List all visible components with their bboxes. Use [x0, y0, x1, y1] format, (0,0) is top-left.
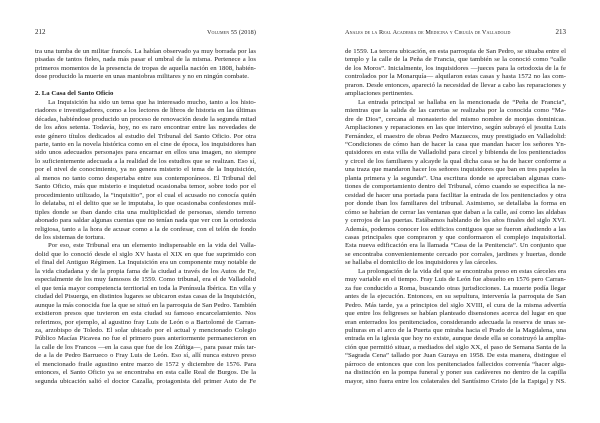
text-line: Además, podemos conocer los edificios contiguos que se fueron añadiendo a las	[345, 225, 566, 233]
text-line: sido unos adecuados personajes para encarnar en ellos una imagen, no siempre	[35, 149, 256, 157]
page-number: 213	[555, 28, 566, 36]
text-line: praron. Desde entonces, apareció la necesidad de llevar a cabo las reparaciones y	[345, 81, 566, 89]
text-line: segunda ubicación salió el doctor Cazalla, protagonista del primer Auto de Fe	[35, 377, 256, 385]
text-line: el mencionado fraile agustino entre marzo de 1572 y diciembre de 1576. Para	[35, 360, 256, 368]
text-line: se hallaba el domicilio de los inquisidores y las cárceles.	[345, 259, 498, 267]
text-line: lo suficientemente adecuada a la realidad de los estudios que se realizan. Eso sí,	[35, 157, 256, 165]
text-line: “Condiciones de cómo han de hacer la casa que mandan hacer los señores Yn-	[345, 140, 566, 148]
text-line: el final del Antiguo Régimen. La Inquisición era un componente muy notable de	[35, 259, 256, 267]
text-line: Fernández, el maestro de obras Pedro Mazuecos, muy prestigiado en Valladolid:	[345, 132, 566, 140]
text-line: Público Macías Picavea no fue el primero pues anteriormente permanecieron en	[35, 335, 256, 343]
right-page-header	[345, 28, 566, 37]
text-line: de a la de Pedro Barrueco o Fray Luis de León. Eso sí, allí nunca estuvo preso	[35, 352, 256, 360]
text-line: mayor, sino fuera entre los colaterales del Santísimo Cristo [de la Espiga] y NS.	[345, 377, 566, 385]
text-line: ampliaciones pertinentes.	[345, 90, 414, 98]
running-head: Anales de la Real Academia de Medicina y Cirugía de Valladolid	[345, 29, 511, 36]
text-line: por el nivel de conocimiento, ya no genera misterio el tema de la Inquisición,	[35, 166, 256, 174]
text-line: za fue conducido a Roma, buscando otras jurisdicciones. La muerte podía llegar	[345, 284, 566, 292]
text-line: se encontraba convenientemente cercado por corrales, jardines y huertas, donde	[345, 250, 566, 258]
text-line: existieron presos que tuvieron en esta ciudad su famoso encarcelamiento. Nos	[35, 310, 256, 318]
paragraph	[345, 99, 566, 268]
text-line: entonces, el Santo Oficio ya se encontraba en esta calle Real de Burgos. De la	[35, 369, 256, 377]
text-line: planta primera y la segunda”. Una escritura donde se apreciaban algunas cues-	[345, 174, 566, 182]
text-line: Por eso, este Tribunal era un elemento indispensable en la vida del Valla-	[48, 242, 256, 250]
text-line: pulturas en el arco de la Puerta que miraba hacia el Prado de la Magdalena, una	[345, 326, 566, 334]
text-line: dolid que lo conoció desde el siglo XV hasta el XIX en que fue suprimido con	[35, 250, 256, 258]
text-line: entrada en la iglesia que hoy no existe, aunque desde ella se construyó la amplia-	[345, 335, 566, 343]
paragraph	[35, 99, 256, 243]
right-page-body	[345, 48, 566, 386]
text-line: eran enterrados los penitenciados, considerando adecuada la reserva de unas se-	[345, 318, 566, 326]
text-line: La entrada principal se hallaba en la mencionada de “Peña de Francia”,	[358, 98, 566, 106]
text-line: casas principales que compraron y que conformaron el complejo inquisitorial.	[345, 233, 566, 241]
text-line: ción que permitió situar, a mediados del siglo XX, el paso de Semana Santa de la	[345, 343, 566, 351]
text-line: de los años setenta. Todavía, hoy, no es raro encontrar entre las novedades de	[35, 124, 256, 132]
text-line: este género títulos dedicados al estudio del Tribunal del Santo Oficio. Por otra	[35, 132, 256, 140]
text-line: cesidad de hacer una portada para facilitar la entrada de los penitenciados y otra	[345, 191, 566, 199]
text-line: tra una tumba de un militar francés. La habían observado ya muy borrada por las	[35, 48, 256, 55]
paragraph	[35, 48, 256, 82]
text-line: por donde iban los familiares del tribunal. Asimismo, se detallaba la forma en	[345, 200, 566, 208]
text-line: el que tenía mayor competencia territorial en toda la Península Ibérica. En villa y	[35, 284, 256, 292]
text-line: mientras que la salida de las carretas se realizaba por la conocida como “Ma-	[345, 107, 566, 115]
text-line: La Inquisición ha sido un tema que ha interesado mucho, tanto a los histo-	[48, 98, 256, 106]
text-line: templo y la calle de la Peña de Francia, que también se la conoció como “calle	[345, 56, 566, 64]
text-line: religiosa, tanto a la hora de acusar como a la de confesar, con el telón de fondo	[35, 225, 256, 233]
paragraph	[35, 242, 256, 386]
text-line: Santo Oficio, más que misterio e inquietud ocasionaba temor, sobre todo por el	[35, 183, 256, 191]
left-page-header	[35, 28, 256, 37]
paragraph	[345, 48, 566, 99]
text-line: lo delataba, ni el delito que se le imputaba, lo que ocasionaba confesiones múl-	[35, 200, 256, 208]
text-line: aunque la más conocida fue la que se situó en la parroquia de San Pedro. También	[35, 301, 257, 309]
text-line: riadores e investigadores, como a los lectores de libros de historia en las últimas	[35, 107, 256, 115]
section-heading: 2. La Casa del Santo Oficio	[35, 90, 114, 98]
text-line: La prolongación de la vida del que se encontraba preso en estas cárceles era	[358, 267, 566, 275]
text-line: controlados por la Monarquía— alquilaron estas casas y hasta 1572 no las com-	[345, 73, 566, 81]
text-line: abonado para saldar algunas cuentas que no tenían nada que ver con la ortodoxia	[35, 217, 256, 225]
text-line: quisidores en esta villa de Valladolid para circel y bibienda de los penitenciados	[345, 149, 566, 157]
text-line: décadas, habiéndose producido un proceso de renovación desde la segunda mitad	[35, 115, 256, 123]
text-line: una traza que mandaron hacer los señores inquisidores que ban en tres papeles la	[345, 166, 566, 174]
text-line: de 1559. La tercera ubicación, en esta parroquia de San Pedro, se situaba entre el	[345, 48, 566, 55]
text-line: de los sistemas de tortura.	[35, 233, 105, 241]
blank-line	[35, 82, 256, 90]
text-line: procedimiento utilizado, la “inquisitio”, por el cual el acusado no conocía quién	[35, 191, 256, 199]
text-line: Pedro. Más tarde, ya a principios del siglo XVIII, el cura de la misma advertía	[345, 301, 566, 309]
text-line: dre de Dios”, cercana al monasterio del mismo nombre de monjas dominicas.	[345, 115, 566, 123]
text-line: que entre los feligreses se habían planteado disensiones acerca del lugar en que	[345, 310, 566, 318]
text-line: especialmente de los muy famosos de 1559. Como tribunal, era el de Valladolid	[35, 276, 256, 284]
running-head: Volumen 55 (2018)	[206, 29, 256, 36]
text-line: na distinción en la pompa funeral y poner sus cadáveres no dentro de la capilla	[345, 369, 566, 377]
text-line: primeros momentos de la presencia de tropas de aquella nación en 1808, habién-	[35, 64, 256, 72]
left-page-body	[35, 48, 256, 386]
text-line: de los Moros”. Inicialmente, los inquisidores —jueces para la ortodoxia de la fe	[345, 64, 566, 72]
text-line: tiples donde se iban dando cita una multiplicidad de personas, siendo terreno	[35, 208, 256, 216]
text-line: cómo se habrían de cerrar las ventanas que daban a la calle, así como las aldabas	[345, 208, 566, 216]
text-line: la calle de los Francos —en la casa que fue de los Zúñiga—, para pasar más tar-	[35, 343, 256, 351]
text-line: tiones de comportamiento dentro del Tribunal, cómo cuando se especifica la ne-	[345, 183, 566, 191]
text-line: za, arzobispo de Toledo. El solar ubicado por el actual y mencionado Colegio	[35, 326, 256, 334]
text-line: pisadas de tantos fieles, nada más pasar el umbral de la misma. Pertenece a los	[35, 56, 256, 64]
text-line: y circel de los familiares y alcayde la qual dicha casa se ha de hacer conforme a	[345, 157, 566, 165]
text-line: “Sagrada Cena” tallado por Juan Guraya en 1958. De esta manera, distingue el	[345, 352, 566, 360]
text-line: la vida ciudadana y de la propia fama de la ciudad a través de los Autos de Fe,	[35, 267, 256, 275]
text-line: y cerrojos de las puertas. Estábamos hablando de los años finales del siglo XVI.	[345, 217, 566, 225]
text-line: antes de la ejecución. Entonces, en su sepultura, intervenía la parroquia de San	[345, 293, 566, 301]
text-line: referimos, por ejemplo, al agustino fray Luis de León o a Bartolomé de Carran-	[35, 318, 256, 326]
text-line: muy variable en el tiempo. Fray Luis de León fue absuelto en 1576 pero Carran-	[345, 276, 566, 284]
paragraph	[345, 268, 566, 386]
right-page	[300, 0, 600, 423]
text-line: al menos no tanto como despertaba entre sus contemporáneos. El Tribunal del	[35, 174, 256, 182]
page-number: 212	[35, 28, 46, 36]
text-line: parte, tanto en la novela histórica como en el cine de época, los inquisidores han	[35, 140, 256, 148]
text-line: Esta nueva edificación era la llamada “Casa de la Penitencia”. Un conjunto que	[345, 242, 566, 250]
text-line: párroco de entonces que con los penitenciados fallecidos convenía “hacer algu-	[345, 360, 566, 368]
text-line: dose producido la muerte en unas maniobras militares y no en ningún combate.	[35, 73, 249, 81]
text-line: ciudad del Pisuerga, en distintos lugares se ubicaron estas casas de la Inquisición,	[35, 293, 256, 301]
text-line: Ampliaciones y reparaciones en las que intervino, según subrayó el jesuita Luis	[345, 124, 566, 132]
